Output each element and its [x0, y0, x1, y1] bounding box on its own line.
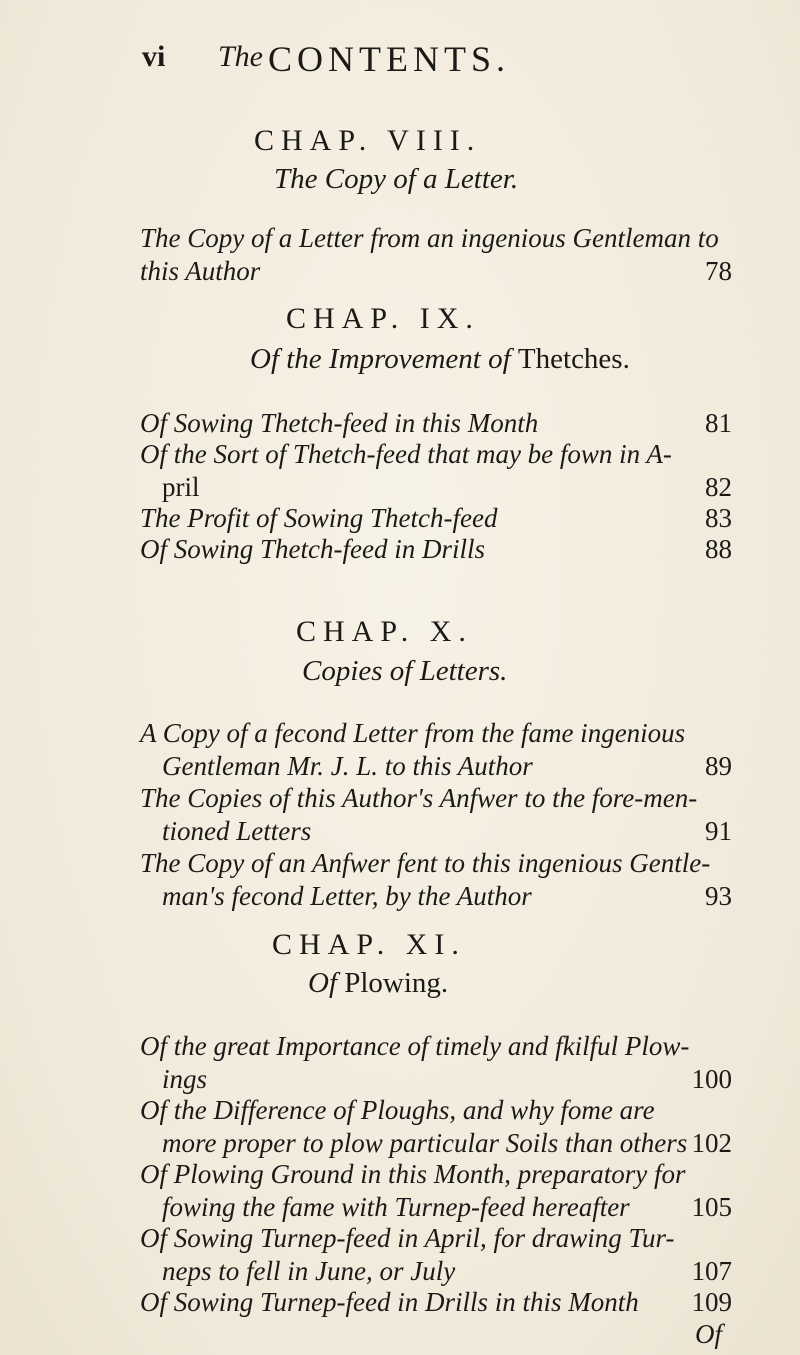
toc-entry-line: neps to fell in June, or July [162, 1256, 456, 1286]
toc-entry [140, 1094, 732, 1160]
toc-entry-line: The Copy of an Anfwer fent to this ingenious Gentle- [140, 848, 711, 878]
toc-entry [140, 847, 732, 913]
page-number: 83 [705, 503, 732, 533]
catchword: Of [695, 1319, 722, 1349]
toc-entry [140, 222, 732, 288]
toc-entry-line: The Profit of Sowing Thetch-feed [140, 503, 498, 533]
toc-entry-line: Of Sowing Thetch-feed in this Month [140, 408, 539, 438]
page-number: 82 [705, 472, 732, 502]
chapter-title-x: Copies of Letters. [302, 655, 508, 687]
catchword-row [140, 1318, 732, 1351]
page-number: 93 [705, 881, 732, 911]
page-number: 105 [691, 1192, 732, 1222]
toc-entry-line: tioned Letters [162, 816, 312, 846]
toc-entry-line: Of Sowing Turnep-feed in April, for drawing Tur- [140, 1223, 675, 1253]
chapter-title-xi-roman: Plowing. [344, 967, 449, 999]
toc-entry [140, 717, 732, 783]
toc-entry-line: Of Plowing Ground in this Month, preparatory for [140, 1159, 686, 1189]
toc-entry-line: Gentleman Mr. J. L. to this Author [162, 751, 533, 781]
page-number: 107 [691, 1256, 732, 1286]
running-head-the: The [218, 40, 263, 73]
folio-number: vi [142, 40, 166, 73]
chapter-heading-ix: CHAP. IX. [286, 302, 480, 335]
toc-entry-line: Of the Sort of Thetch-feed that may be fown in A- [140, 439, 672, 469]
toc-entry-line: A Copy of a fecond Letter from the fame ingenious [140, 718, 686, 748]
page-number: 78 [705, 256, 732, 286]
toc-entry [140, 1222, 732, 1288]
chapter-heading-x: CHAP. X. [296, 615, 473, 648]
chapter-heading-xi: CHAP. XI. [272, 928, 466, 961]
toc-entry-line: fowing the fame with Turnep-feed hereafter [162, 1192, 630, 1222]
chapter-title-ix-roman: Thetches. [517, 343, 630, 375]
page-number: 102 [691, 1128, 732, 1158]
running-head [142, 38, 602, 78]
toc-entry-line: Of Sowing Turnep-feed in Drills in this Month [140, 1287, 639, 1317]
toc-entry-line: more proper to plow particular Soils than others [162, 1128, 688, 1158]
page-number: 100 [691, 1064, 732, 1094]
chapter-title-ix-italic: Of the Improvement of [250, 343, 511, 375]
toc-entry-line: Of the Difference of Ploughs, and why fome are [140, 1095, 655, 1125]
toc-entry-line: The Copy of a Letter from an ingenious Gentleman to [140, 223, 719, 253]
toc-entry [140, 782, 732, 848]
toc-entry-line: The Copies of this Author's Anfwer to the fore-men- [140, 783, 698, 813]
toc-entry-line: ings [162, 1064, 208, 1094]
toc-entry-line: Of the great Importance of timely and fkilful Plow- [140, 1031, 690, 1061]
chapter-heading-viii: CHAP. VIII. [254, 124, 482, 157]
page-number: 88 [705, 534, 732, 564]
page-number: 91 [705, 816, 732, 846]
toc-entry [140, 407, 732, 440]
toc-entry [140, 1286, 732, 1319]
toc-entry-line: Of Sowing Thetch-feed in Drills [140, 534, 485, 564]
toc-entry [140, 502, 732, 535]
toc-entry [140, 533, 732, 566]
toc-entry [140, 1030, 732, 1096]
page-number: 81 [705, 408, 732, 438]
chapter-title-viii: The Copy of a Letter. [274, 163, 519, 195]
chapter-title-xi-italic: Of [308, 967, 337, 999]
toc-entry-line: man's fecond Letter, by the Author [162, 881, 532, 911]
page-number: 109 [691, 1287, 732, 1317]
toc-entry [140, 1158, 732, 1224]
page-number: 89 [705, 751, 732, 781]
toc-entry-line: pril [162, 472, 200, 502]
running-head-title: CONTENTS. [268, 39, 510, 79]
chapter-title-ix [250, 343, 630, 376]
toc-entry [140, 438, 732, 504]
toc-entry-line: this Author [140, 256, 261, 286]
chapter-title-xi [308, 967, 448, 1000]
